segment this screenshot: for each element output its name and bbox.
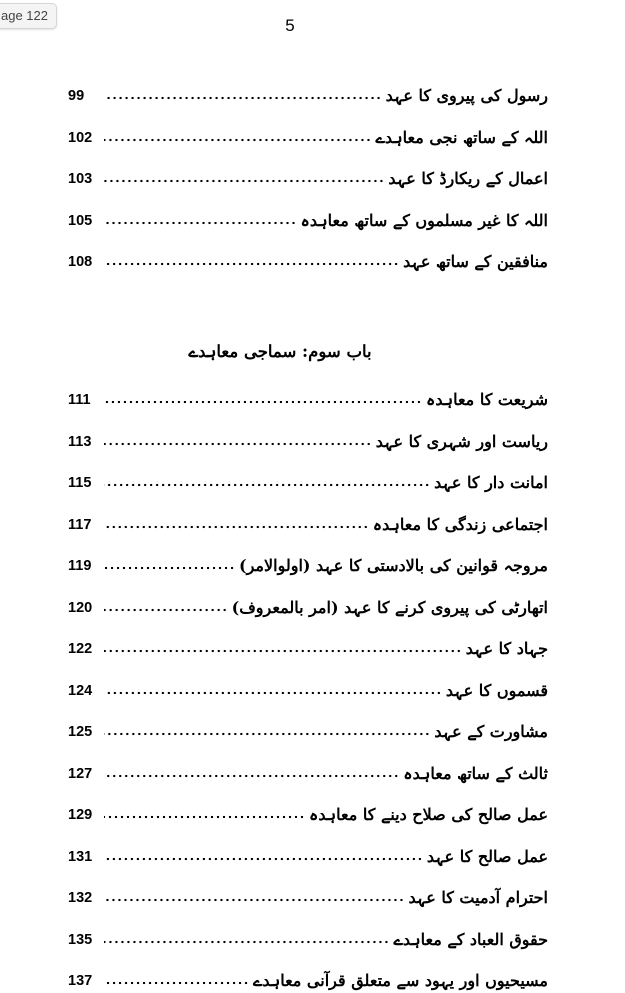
dot-leader bbox=[104, 219, 297, 227]
toc-entry-title: عمل صالح کی صلاح دینے کا معاہدہ bbox=[309, 805, 548, 824]
dot-leader bbox=[104, 177, 384, 185]
toc-entry-title: رسول کی پیروی کا عہد bbox=[385, 86, 548, 105]
toc-entry-title: اللہ کا غیر مسلموں کے ساتھ معاہدہ bbox=[300, 211, 548, 230]
page-number: 5 bbox=[285, 16, 295, 35]
toc-entry-title: حقوق العباد کے معاہدے bbox=[393, 930, 548, 949]
dot-leader bbox=[104, 772, 399, 780]
toc-entry[interactable] bbox=[68, 631, 548, 661]
toc-entry-page: 119 bbox=[68, 558, 92, 574]
toc-entry-page: 125 bbox=[68, 724, 93, 740]
toc-entry-page: 117 bbox=[68, 517, 92, 533]
toc-entry-title: شریعت کا معاہدہ bbox=[425, 390, 548, 409]
toc-entry[interactable] bbox=[68, 797, 548, 827]
toc-entry-title: ثالث کے ساتھ معاہدہ bbox=[403, 764, 548, 783]
dot-leader bbox=[104, 896, 404, 904]
dot-leader bbox=[104, 979, 249, 987]
toc-entry-title: اجتماعی زندگی کا معاہدہ bbox=[372, 515, 548, 534]
toc-entry[interactable] bbox=[68, 424, 548, 454]
toc-entry-title: جہاد کا عہد bbox=[465, 639, 548, 658]
toc-entry[interactable] bbox=[68, 548, 548, 578]
dot-leader bbox=[104, 440, 372, 448]
toc-entry-title: اعمال کے ریکارڈ کا عہد bbox=[388, 169, 548, 188]
toc-entry-page: 99 bbox=[68, 88, 85, 104]
toc-entry[interactable] bbox=[68, 839, 548, 869]
dot-leader bbox=[104, 94, 382, 102]
toc-entry[interactable] bbox=[68, 590, 548, 620]
toc-entry-page: 111 bbox=[68, 392, 91, 408]
toc-entry[interactable] bbox=[68, 382, 548, 412]
toc-entry-page: 132 bbox=[68, 890, 93, 906]
toc-entry-page: 120 bbox=[68, 600, 93, 616]
toc-entry-title: قسموں کا عہد bbox=[445, 681, 548, 700]
toc-entry-page: 124 bbox=[68, 683, 93, 699]
toc-entry-page: 135 bbox=[68, 932, 93, 948]
toc-entry[interactable] bbox=[68, 963, 548, 993]
toc-entry-title: اللہ کے ساتھ نجی معاہدے bbox=[375, 128, 548, 147]
toc-entry-title: اتھارٹی کی پیروی کرنے کا عہد (امر بالمعروف) bbox=[231, 598, 548, 617]
toc-entry[interactable] bbox=[68, 465, 548, 495]
dot-leader bbox=[104, 606, 228, 614]
toc-entry-title: امانت دار کا عہد bbox=[434, 473, 548, 492]
dot-leader bbox=[104, 647, 462, 655]
toc-entry-title: ریاست اور شہری کا عہد bbox=[375, 432, 548, 451]
toc-entry[interactable] bbox=[68, 880, 548, 910]
dot-leader bbox=[104, 523, 369, 531]
toc-entry-title: عمل صالح کا عہد bbox=[426, 847, 548, 866]
toc-entry[interactable] bbox=[68, 120, 548, 150]
dot-leader bbox=[104, 730, 430, 738]
toc-entry-page: 103 bbox=[68, 171, 93, 187]
dot-leader bbox=[104, 260, 399, 268]
toc-entry-page: 102 bbox=[68, 130, 93, 146]
dot-leader bbox=[104, 689, 442, 697]
toc-entry-page: 122 bbox=[68, 641, 93, 657]
toc-entry[interactable] bbox=[68, 756, 548, 786]
toc-entry-page: 108 bbox=[68, 254, 93, 270]
toc-entry[interactable] bbox=[68, 78, 548, 108]
toc-entry-page: 105 bbox=[68, 213, 93, 229]
dot-leader bbox=[104, 938, 389, 946]
toc-entry-page: 115 bbox=[68, 475, 92, 491]
toc-entry[interactable] bbox=[68, 714, 548, 744]
toc-entry-page: 129 bbox=[68, 807, 93, 823]
page-indicator-badge[interactable]: age 122 bbox=[0, 3, 57, 29]
toc-entry[interactable] bbox=[68, 507, 548, 537]
toc-entry-title: مشاورت کے عہد bbox=[434, 722, 548, 741]
dot-leader bbox=[104, 481, 430, 489]
toc-entry[interactable] bbox=[68, 922, 548, 952]
chapter-heading: باب سوم: سماجی معاہدے bbox=[188, 342, 372, 361]
dot-leader bbox=[104, 855, 423, 863]
toc-entry[interactable] bbox=[68, 244, 548, 274]
toc-entry-title: احترام آدمیت کا عہد bbox=[408, 888, 548, 907]
toc-entry-page: 131 bbox=[68, 849, 93, 865]
dot-leader bbox=[104, 398, 422, 406]
toc-entry[interactable] bbox=[68, 161, 548, 191]
toc-entry-title: مروجہ قوانین کی بالادستی کا عہد (اولوالامر) bbox=[239, 556, 548, 575]
dot-leader bbox=[104, 564, 235, 572]
toc-entry-page: 137 bbox=[68, 973, 93, 989]
toc-entry-page: 113 bbox=[68, 434, 92, 450]
dot-leader bbox=[104, 813, 305, 821]
dot-leader bbox=[104, 136, 371, 144]
toc-entry-page: 127 bbox=[68, 766, 93, 782]
toc-entry[interactable] bbox=[68, 673, 548, 703]
toc-entry-title: مسیحیوں اور یہود سے متعلق قرآنی معاہدے bbox=[253, 971, 548, 990]
toc-entry-title: منافقین کے ساتھ عہد bbox=[403, 252, 548, 271]
toc-entry[interactable] bbox=[68, 203, 548, 233]
